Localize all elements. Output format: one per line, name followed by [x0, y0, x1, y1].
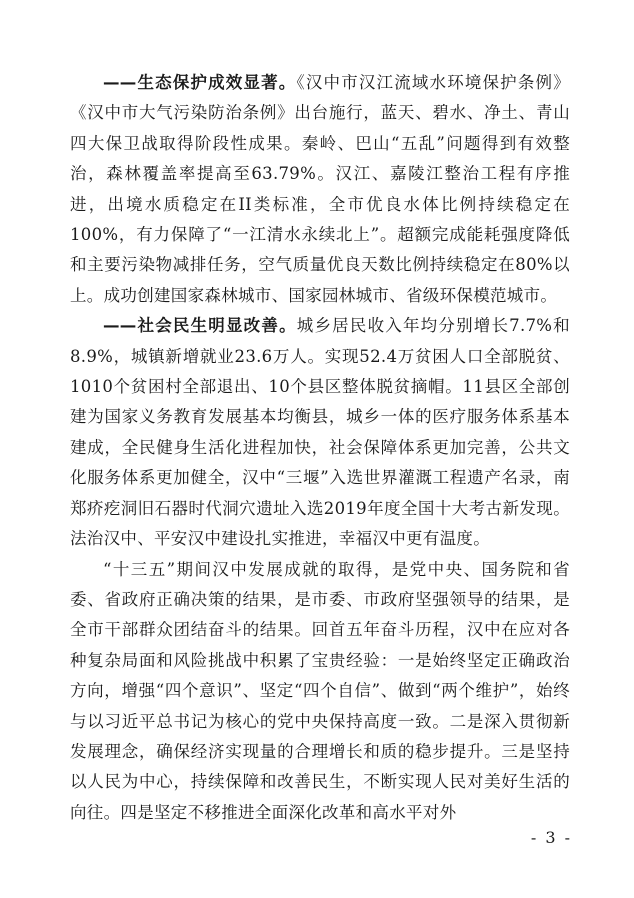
paragraph-lead: ——生态保护成效显著。: [103, 73, 297, 92]
document-body: [70, 68, 570, 828]
paragraph-lead: ——社会民生明显改善。: [103, 316, 297, 336]
paragraph-ecology: [70, 68, 570, 311]
paragraph-text: 《汉中市汉江流域水环境保护条例》《汉中市大气污染防治条例》出台施行，蓝天、碧水、净土、青山四大保卫战取得阶段性成果。秦岭、巴山“五乱”问题得到有效整治，森林覆盖率提高至63.79%。汉江、嘉陵江整治工程有序推进，出境水质稳定在II类标准，全市优良水体比例持续稳定在100%，有力保障了“一江清水永续北上”。超额完成能耗强度降低和主要污染物减排任务，空气质量优良天数比例持续稳定在80%以上。成功创建国家森林城市、国家园林城市、省级环保模范城市。: [70, 73, 570, 305]
paragraph-text: 城乡居民收入年均分别增长7.7%和8.9%，城镇新增就业23.6万人。实现52.4万贫困人口全部脱贫、1010个贫困村全部退出、10个县区整体脱贫摘帽。11县区全部创建为国家义务教育发展基本均衡县，城乡一体的医疗服务体系基本建成，全民健身生活化进程加快，社会保障体系更加完善，公共文化服务体系更加健全，汉中“三堰”入选世界灌溉工程遗产名录，南郑疥疙洞旧石器时代洞穴遗址入选2019年度全国十大考古新发现。法治汉中、平安汉中建设扎实推进，幸福汉中更有温度。: [70, 316, 570, 549]
paragraph-text: “十三五”期间汉中发展成就的取得，是党中央、国务院和省委、省政府正确决策的结果，是市委、市政府坚强领导的结果，是全市干部群众团结奋斗的结果。回首五年奋斗历程，汉中在应对各种复杂局面和风险挑战中积累了宝贵经验：一是始终坚定正确政治方向，增强“四个意识”、坚定“四个自信”、做到“两个维护”，始终与以习近平总书记为核心的党中央保持高度一致。二是深入贯彻新发展理念，确保经济实现量的合理增长和质的稳步提升。三是坚持以人民为中心，持续保障和改善民生，不断实现人民对美好生活的向往。四是坚定不移推进全面深化改革和高水平对外: [70, 559, 570, 822]
paragraph-livelihood: [70, 311, 570, 554]
page-number: - 3 -: [530, 828, 572, 847]
paragraph-achievements: [70, 555, 570, 829]
